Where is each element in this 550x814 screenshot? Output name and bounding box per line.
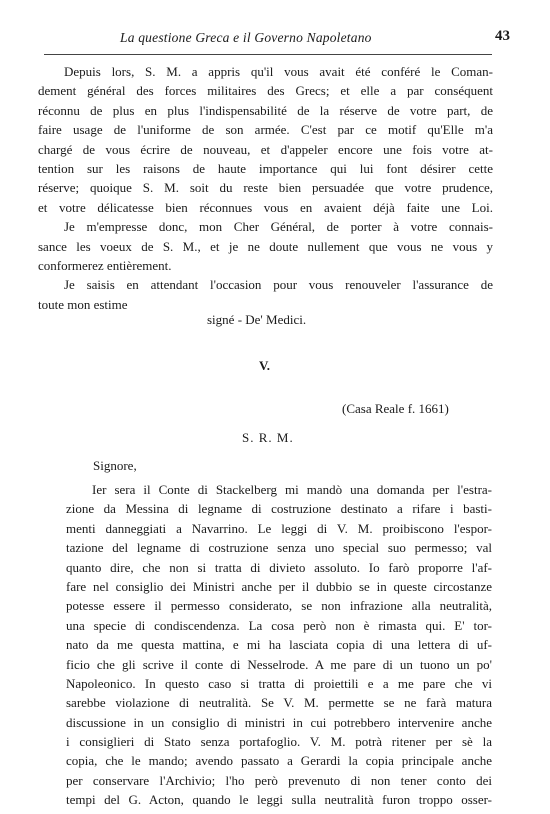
text-line: Napoleonico. In questo caso si tratta di proiettili e a me pare che vi [66, 675, 492, 691]
signature: signé - De' Medici. [207, 312, 307, 327]
text-line: discussione in un consiglio di ministri in cui potrebbero intervenire anche [66, 714, 492, 730]
text-line: per conservare l'Archivio; l'ho però prevenuto di non tener conto dei [66, 772, 492, 788]
text-line: tempi del G. Acton, quando le leggi sulla neutralità furon troppo osser- [66, 792, 492, 808]
text-line: réserve; quoique S. M. soit du reste bien persuadée que votre prudence, [38, 180, 493, 196]
text-line: fare nel consiglio dei Ministri anche per il dubbio se in queste circostanze [66, 578, 492, 594]
section-numeral: V. [259, 358, 270, 373]
text-line: sarebbe violazione di neutralità. Se V. M. permette se ne farà matura [66, 695, 492, 711]
text-line: una specie di condiscendenza. La cosa però non è rimasta qui. E' tor- [66, 617, 492, 633]
text-line: Ier sera il Conte di Stackelberg mi mandò una domanda per l'estra- [92, 482, 492, 497]
archive-reference: (Casa Reale f. 1661) [342, 401, 449, 416]
text-line: copia, che le mando; avendo passato a Gerardi la copia principale anche [66, 753, 492, 769]
text-line: réconnu de plus en plus l'indispensabilité de la réserve de votre part, de [38, 102, 493, 118]
letter-two-text [66, 480, 492, 810]
text-line: dement général des forces militaires des Grecs; et elle a par conséquent [38, 83, 493, 99]
text-line: et votre délicatesse bien réconnues vous en avaient déjà faite une Loi. [38, 199, 493, 215]
text-line: conformerez entièrement. [38, 257, 172, 273]
page-header [40, 28, 510, 52]
text-line: Je m'empresse donc, mon Cher Général, de porter à votre connais- [64, 219, 493, 235]
text-line: i consiglieri di Stato senza portafoglio. V. M. potrà ritener per sè la [66, 734, 492, 750]
header-rule [44, 54, 492, 55]
letter-one-text [38, 62, 493, 314]
text-line: menti danneggiati a Navarrino. Le leggi di V. M. proibiscono l'espor- [66, 520, 492, 536]
text-line: potesse essere il permesso considerato, se non infrazione alla neutralità, [66, 598, 492, 614]
text-line: chargé de vous écrire de nouveau, et d'appeler encore une fois votre at- [38, 141, 493, 157]
salutation: Signore, [93, 458, 137, 473]
running-title: La questione Greca e il Governo Napoletano [120, 30, 372, 45]
text-line: quanto dire, che non si tratta di divieto assoluto. Io farò proporre l'af- [66, 559, 492, 575]
text-line: zione da Messina di legname di costruzione destinato a rifare i basti- [66, 501, 492, 517]
text-line: Depuis lors, S. M. a appris qu'il vous avait été conféré le Coman- [64, 64, 493, 79]
text-line: toute mon estime [38, 296, 128, 312]
text-line: ficio che gli scrive il conte di Nesselrode. A me pare di un tuono un po' [66, 656, 492, 672]
text-line: Je saisis en attendant l'occasion pour vous renouveler l'assurance de [64, 277, 493, 293]
page-number: 43 [495, 28, 510, 44]
text-line: sance les voeux de S. M., et je ne doute nullement que vous ne vous y [38, 238, 493, 254]
addressee: S. R. M. [242, 430, 294, 445]
text-line: tention sur les raisons de haute importance qui lui font désirer cette [38, 160, 493, 176]
text-line: faire usage de l'uniforme de son armée. C'est par ce motif qu'Elle m'a [38, 122, 493, 138]
text-line: nato da me questa mattina, e mi ha lasciata copia di una lettera di uf- [66, 637, 492, 653]
text-line: tazione del legname di costruzione senza uno special suo permesso; val [66, 540, 492, 556]
